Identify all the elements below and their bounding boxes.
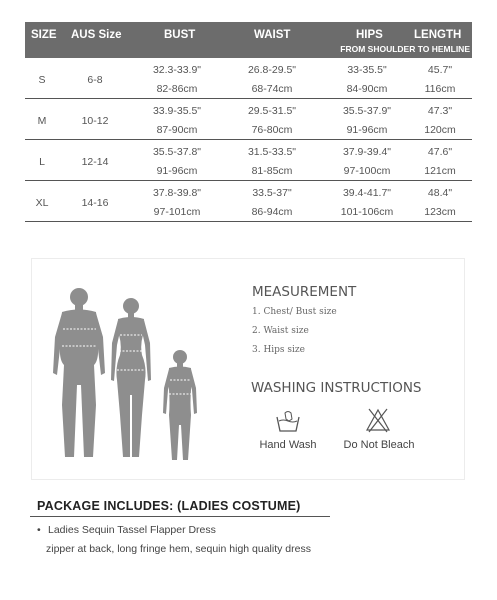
cell-bust-in: 33.9-35.5" <box>152 105 202 117</box>
cell-hips-cm: 101-106cm <box>340 206 394 218</box>
header-hips: HIPS <box>356 29 383 41</box>
cell-size: M <box>37 115 47 127</box>
header-length-note: FROM SHOULDER TO HEMLINE <box>340 44 470 54</box>
measurement-card <box>31 258 465 480</box>
woman-figure-icon <box>111 298 151 457</box>
measurement-title: MEASUREMENT <box>252 284 357 300</box>
cell-waist-cm: 86-94cm <box>251 206 293 218</box>
cell-bust-cm: 82-86cm <box>156 83 198 95</box>
cell-length-cm: 123cm <box>424 206 456 218</box>
cell-hips-in: 33-35.5" <box>347 64 387 76</box>
cell-size: XL <box>35 197 49 209</box>
cell-aus: 6-8 <box>87 74 103 86</box>
cell-waist-cm: 68-74cm <box>251 83 293 95</box>
body-figures-illustration <box>44 285 204 465</box>
cell-length-in: 47.6" <box>427 146 453 158</box>
cell-waist-cm: 76-80cm <box>251 124 293 136</box>
header-size: SIZE <box>31 29 57 41</box>
cell-hips-in: 37.9-39.4" <box>342 146 392 158</box>
cell-aus: 10-12 <box>81 115 109 127</box>
do-not-bleach-icon <box>365 407 391 433</box>
cell-hips-cm: 84-90cm <box>346 83 388 95</box>
cell-waist-in: 26.8-29.5" <box>247 64 297 76</box>
cell-hips-cm: 97-100cm <box>343 165 391 177</box>
cell-bust-cm: 87-90cm <box>156 124 198 136</box>
cell-length-cm: 116cm <box>424 83 456 95</box>
header-length: LENGTH <box>414 29 462 41</box>
measurement-item-hips: 3. Hips size <box>252 345 305 355</box>
table-row <box>25 99 472 140</box>
header-bust: BUST <box>164 29 196 41</box>
package-item: Ladies Sequin Tassel Flapper Dress <box>48 524 216 536</box>
table-header <box>25 22 472 58</box>
cell-bust-in: 35.5-37.8" <box>152 146 202 158</box>
cell-waist-cm: 81-85cm <box>251 165 293 177</box>
hand-wash-icon <box>275 409 301 433</box>
table-row <box>25 140 472 181</box>
cell-hips-in: 35.5-37.9" <box>342 105 392 117</box>
header-aus: AUS Size <box>71 29 122 41</box>
cell-length-cm: 121cm <box>424 165 456 177</box>
cell-length-in: 48.4" <box>427 187 453 199</box>
size-table <box>25 22 472 222</box>
table-row <box>25 181 472 222</box>
cell-waist-in: 33.5-37" <box>252 187 292 199</box>
cell-length-in: 45.7" <box>427 64 453 76</box>
package-divider <box>30 516 330 517</box>
cell-bust-in: 37.8-39.8" <box>152 187 202 199</box>
measurement-item-bust: 1. Chest/ Bust size <box>252 307 337 317</box>
cell-bust-in: 32.3-33.9" <box>152 64 202 76</box>
cell-hips-in: 39.4-41.7" <box>342 187 392 199</box>
cell-aus: 14-16 <box>81 197 109 209</box>
man-figure-icon <box>53 288 105 457</box>
package-title: PACKAGE INCLUDES: (LADIES COSTUME) <box>37 499 301 513</box>
cell-waist-in: 31.5-33.5" <box>247 146 297 158</box>
header-waist: WAIST <box>254 29 291 41</box>
table-row <box>25 58 472 99</box>
measurement-item-waist: 2. Waist size <box>252 326 309 336</box>
do-not-bleach-label: Do Not Bleach <box>343 439 415 451</box>
cell-hips-cm: 91-96cm <box>346 124 388 136</box>
cell-length-cm: 120cm <box>424 124 456 136</box>
washing-title: WASHING INSTRUCTIONS <box>251 380 422 396</box>
cell-bust-cm: 97-101cm <box>153 206 201 218</box>
cell-bust-cm: 91-96cm <box>156 165 198 177</box>
hand-wash-label: Hand Wash <box>259 439 317 451</box>
package-bullet: • <box>37 524 41 536</box>
cell-waist-in: 29.5-31.5" <box>247 105 297 117</box>
child-figure-icon <box>163 350 197 460</box>
cell-length-in: 47.3" <box>427 105 453 117</box>
cell-aus: 12-14 <box>81 156 109 168</box>
cell-size: S <box>38 74 46 86</box>
package-detail: zipper at back, long fringe hem, sequin high quality dress <box>46 543 311 555</box>
cell-size: L <box>39 156 45 168</box>
